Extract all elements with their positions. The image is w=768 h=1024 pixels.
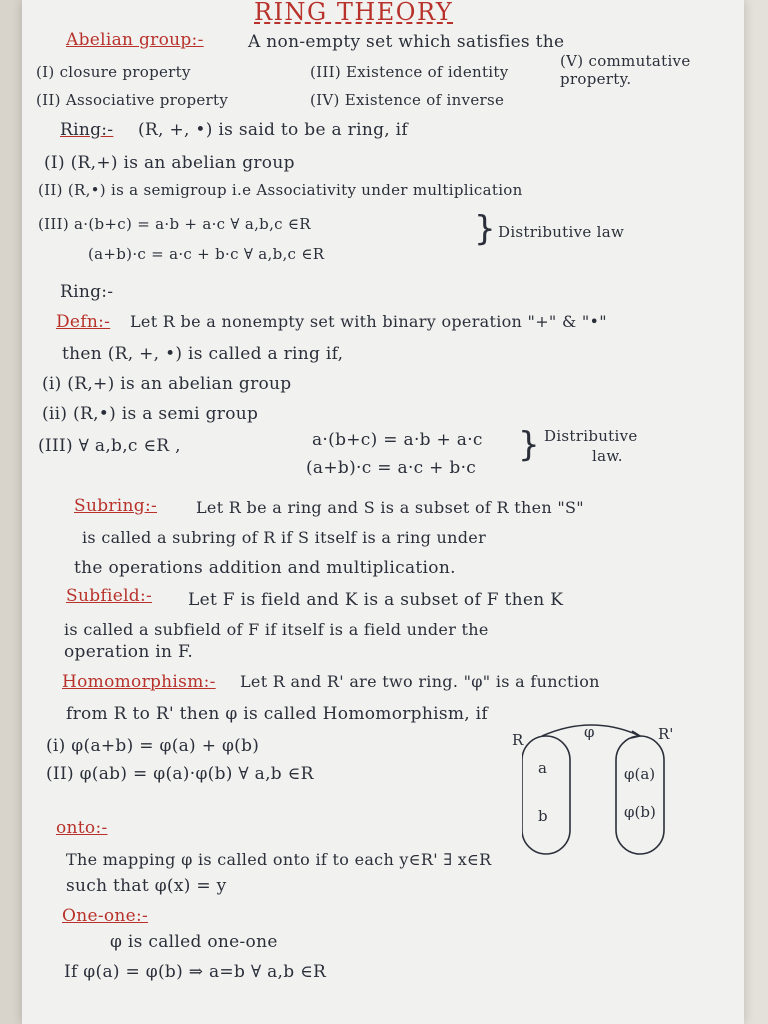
defn-label: Defn:-	[56, 312, 111, 332]
abelian-property-2: (II) Associative property	[36, 91, 229, 109]
subfield-line-2: is called a subfield of F if itself is a field under the	[64, 620, 489, 639]
homomorphism-heading: Homomorphism:-	[62, 672, 216, 692]
homomorphism-cond-2: (II) φ(ab) = φ(a)·φ(b) ∀ a,b ∈R	[46, 764, 314, 784]
ring-defn-line-2: then (R, +, •) is called a ring if,	[62, 344, 344, 364]
image-phi-b: φ(b)	[624, 803, 656, 821]
notebook-page	[22, 0, 744, 1024]
ring-axiom-3b: (a+b)·c = a·c + b·c ∀ a,b,c ∈R	[88, 245, 325, 263]
ring-defn-eq-2: (a+b)·c = a·c + b·c	[306, 458, 477, 478]
brace-glyph-2: }	[518, 425, 540, 465]
codomain-set-oval	[616, 736, 664, 854]
ring-axiom-3a: (III) a·(b+c) = a·b + a·c ∀ a,b,c ∈R	[38, 215, 311, 233]
element-a: a	[538, 759, 547, 777]
domain-set-oval	[522, 736, 570, 854]
background-edge	[744, 0, 768, 1024]
subring-line-1: Let R be a ring and S is a subset of R then "S"	[196, 498, 584, 517]
codomain-label: R'	[658, 725, 674, 743]
abelian-heading: Abelian group:-	[66, 30, 204, 50]
one-one-heading: One-one:-	[62, 906, 149, 926]
subring-line-3: the operations addition and multiplication.	[74, 558, 456, 578]
abelian-property-1: (I) closure property	[36, 63, 191, 81]
ring-axiom-2: (II) (R,•) is a semigroup i.e Associativity under multiplication	[38, 181, 523, 199]
law-label-2: law.	[592, 447, 623, 465]
mapping-diagram	[512, 722, 702, 857]
subfield-line-3: operation in F.	[64, 642, 194, 662]
ring-heading-2: Ring:-	[60, 282, 114, 302]
brace-glyph-1: }	[474, 209, 496, 249]
ring-defn-line-1: Let R be a nonempty set with binary operation "+" & "•"	[130, 312, 607, 331]
one-one-line-1: φ is called one-one	[110, 932, 278, 952]
ring-axiom-1: (I) (R,+) is an abelian group	[44, 153, 295, 173]
subring-heading: Subring:-	[74, 496, 158, 516]
ring-defn-eq-1: a·(b+c) = a·b + a·c	[312, 430, 483, 450]
mapping-diagram-svg	[522, 722, 702, 857]
subfield-heading: Subfield:-	[66, 586, 153, 606]
distributive-law-label-1: Distributive law	[498, 223, 625, 241]
abelian-property-3: (III) Existence of identity	[310, 63, 509, 81]
onto-line-2: such that φ(x) = y	[66, 876, 227, 896]
phi-map-label: φ	[584, 723, 595, 741]
ring-defn-item-i: (i) (R,+) is an abelian group	[42, 374, 292, 394]
onto-heading: onto:-	[56, 818, 108, 838]
abelian-property-4: (IV) Existence of inverse	[310, 91, 505, 109]
element-b: b	[538, 807, 548, 825]
abelian-property-5: (V) commutative property.	[560, 52, 691, 88]
abelian-definition: A non-empty set which satisfies the	[248, 32, 565, 52]
homomorphism-cond-1: (i) φ(a+b) = φ(a) + φ(b)	[46, 736, 260, 756]
image-phi-a: φ(a)	[624, 765, 656, 783]
homomorphism-line-1: Let R and R' are two ring. "φ" is a function	[240, 672, 600, 691]
page-title: RING THEORY	[254, 0, 454, 26]
distributive-label-2: Distributive	[544, 427, 638, 445]
homomorphism-line-2: from R to R' then φ is called Homomorphism, if	[66, 704, 489, 724]
one-one-line-2: If φ(a) = φ(b) ⇒ a=b ∀ a,b ∈R	[64, 962, 327, 982]
subfield-line-1: Let F is field and K is a subset of F then K	[188, 590, 564, 610]
domain-label: R	[512, 731, 524, 749]
ring-intro: (R, +, •) is said to be a ring, if	[138, 120, 408, 140]
onto-line-1: The mapping φ is called onto if to each y∈R' ∃ x∈R	[66, 850, 492, 869]
ring-defn-item-ii: (ii) (R,•) is a semi group	[42, 404, 259, 424]
ring-defn-item-iii: (III) ∀ a,b,c ∈R ,	[38, 436, 181, 456]
subring-line-2: is called a subring of R if S itself is a ring under	[82, 528, 487, 547]
ring-heading-1: Ring:-	[60, 120, 114, 140]
